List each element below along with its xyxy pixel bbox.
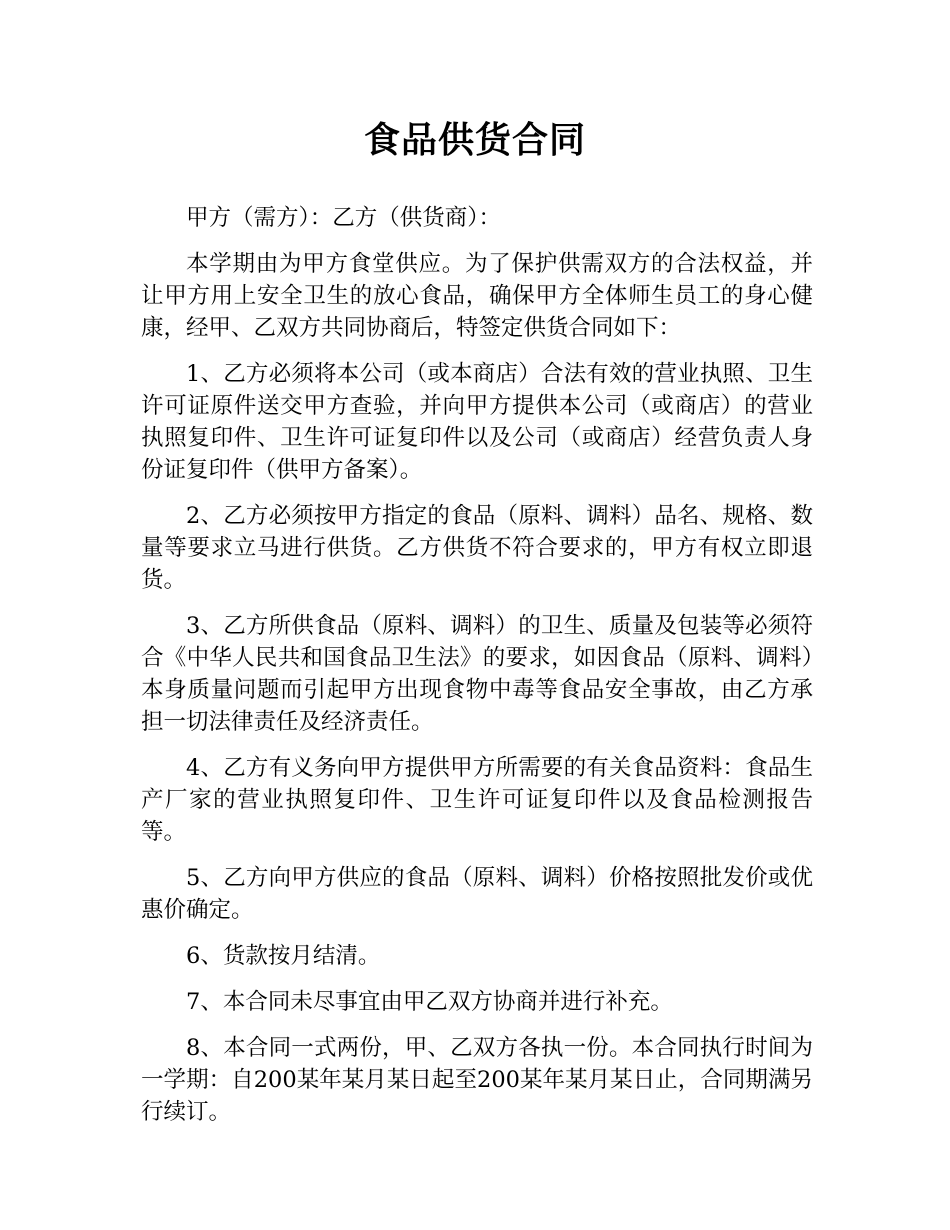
clause-7: 7、本合同未尽事宜由甲乙双方协商并进行补充。 (186, 989, 673, 1015)
clause-2: 2、乙方必须按甲方指定的食品（原料、调料）品名、规格、数量等要求立马进行供货。乙方供货不符合要求的，甲方有权立即退货。 (141, 503, 813, 593)
clause-4: 4、乙方有义务向甲方提供甲方所需要的有关食品资料：食品生产厂家的营业执照复印件、卫生许可证复印件以及食品检测报告等。 (141, 755, 813, 845)
document-body (141, 202, 813, 1142)
clause-1: 1、乙方必须将本公司（或本商店）合法有效的营业执照、卫生许可证原件送交甲方查验，并向甲方提供本公司（或商店）的营业执照复印件、卫生许可证复印件以及公司（或商店）经营负责人身份证复印件（供甲方备案）。 (141, 361, 813, 483)
clause-8: 8、本合同一式两份，甲、乙双方各执一份。本合同执行时间为一学期：自200某年某月某日起至200某年某月某日止，合同期满另行续订。 (141, 1035, 813, 1125)
clause-5: 5、乙方向甲方供应的食品（原料、调料）价格按照批发价或优惠价确定。 (141, 865, 813, 923)
intro-paragraph: 本学期由为甲方食堂供应。为了保护供需双方的合法权益，并让甲方用上安全卫生的放心食品，确保甲方全体师生员工的身心健康，经甲、乙双方共同协商后，特签定供货合同如下： (141, 251, 813, 341)
clause-3: 3、乙方所供食品（原料、调料）的卫生、质量及包装等必须符合《中华人民共和国食品卫生法》的要求，如因食品（原料、调料）本身质量问题而引起甲方出现食物中毒等食品安全事故，由乙方承担一切法律责任及经济责任。 (141, 613, 813, 735)
clause-6: 6、货款按月结清。 (186, 943, 381, 969)
party-line: 甲方（需方）：乙方（供货商）： (186, 205, 502, 231)
document-title: 食品供货合同 (363, 120, 586, 161)
